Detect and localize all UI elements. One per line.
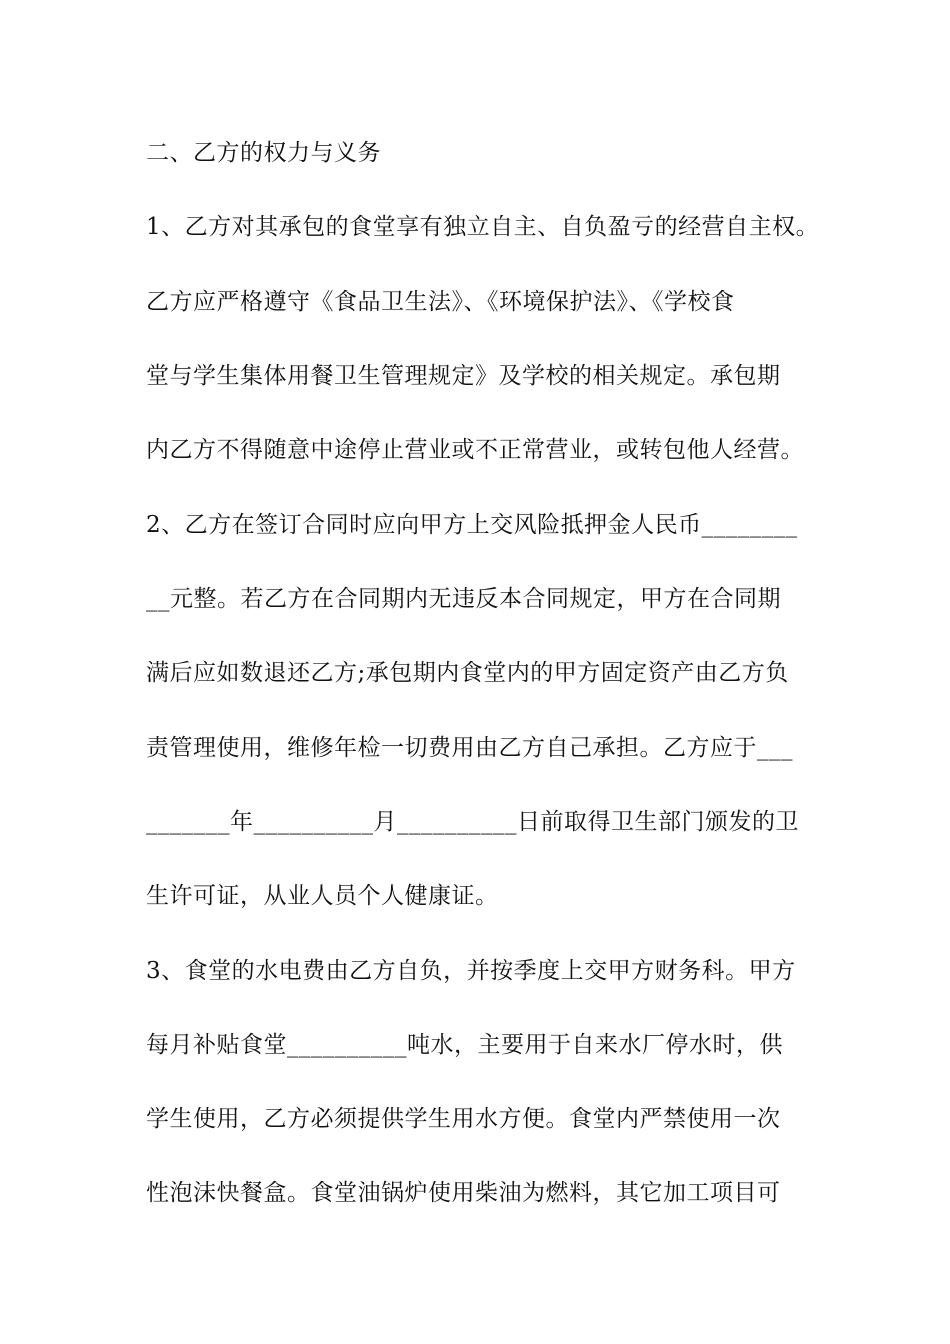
paragraph-line: _______年__________月__________日前取得卫生部门颁发的卫: [146, 809, 799, 835]
paragraph-line: 责管理使用，维修年检一切费用由乙方自己承担。乙方应于___: [146, 735, 793, 761]
paragraph-line: 满后应如数退还乙方;承包期内食堂内的甲方固定资产由乙方负: [146, 660, 789, 686]
paragraph-line: 乙方应严格遵守《食品卫生法》、《环境保护法》、《学校食: [146, 289, 735, 315]
paragraph-line: 性泡沫快餐盒。食堂油锅炉使用柴油为燃料，其它加工项目可: [146, 1180, 781, 1206]
paragraph-line: 2、乙方在签订合同时应向甲方上交风险抵押金人民币________: [146, 512, 798, 538]
paragraph-line: 3、食堂的水电费由乙方自负，并按季度上交甲方财务科。甲方: [146, 958, 796, 984]
paragraph-line: 每月补贴食堂__________吨水，主要用于自来水厂停水时，供: [146, 1032, 783, 1058]
section-heading: 二、乙方的权力与义务: [146, 140, 381, 166]
paragraph-line: 学生使用，乙方必须提供学生用水方便。食堂内严禁使用一次: [146, 1106, 781, 1132]
paragraph-line: 堂与学生集体用餐卫生管理规定》及学校的相关规定。承包期: [146, 363, 781, 389]
paragraph-line: 内乙方不得随意中途停止营业或不正常营业，或转包他人经营。: [146, 437, 804, 463]
paragraph-line: 1、乙方对其承包的食堂享有独立自主、自负盈亏的经营自主权。: [146, 214, 820, 240]
paragraph-line: 生许可证，从业人员个人健康证。: [146, 883, 499, 909]
paragraph-line: __元整。若乙方在合同期内无违反本合同规定，甲方在合同期: [146, 586, 781, 612]
